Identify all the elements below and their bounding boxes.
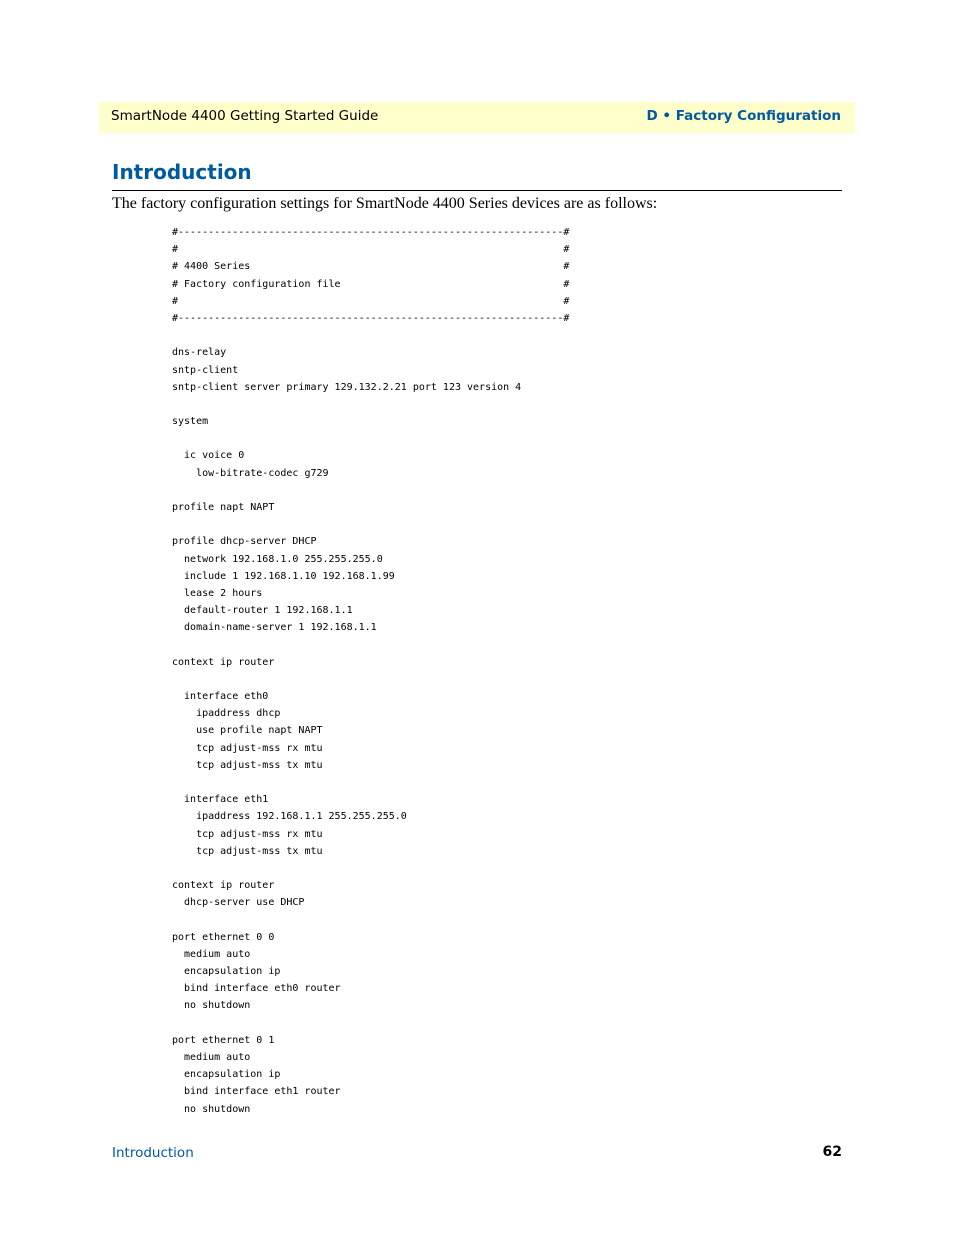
code-line: # Factory configuration file # (172, 278, 570, 290)
code-line: # 4400 Series # (172, 261, 570, 273)
code-line: port ethernet 0 0 (172, 931, 275, 943)
code-line: low-bitrate-codec g729 (172, 467, 329, 479)
code-line: tcp adjust-mss rx mtu (172, 828, 323, 840)
code-line (172, 327, 569, 344)
code-line: encapsulation ip (172, 966, 281, 978)
section-title: Introduction (112, 160, 252, 184)
code-line: # # (172, 295, 570, 307)
title-divider (112, 190, 842, 191)
header-doc-title: SmartNode 4400 Getting Started Guide (111, 108, 379, 124)
running-header (99, 102, 855, 133)
code-line: use profile napt NAPT (172, 725, 323, 737)
code-line: #----------------------------------------------------------------# (172, 227, 570, 238)
code-line (172, 396, 569, 413)
code-line: system (172, 416, 209, 428)
code-line (172, 637, 569, 654)
code-line: interface eth1 (172, 794, 269, 806)
code-line: bind interface eth0 router (172, 983, 341, 995)
code-line: default-router 1 192.168.1.1 (172, 605, 353, 617)
code-line: dhcp-server use DHCP (172, 897, 305, 909)
page-number: 62 (822, 1144, 842, 1160)
code-line (172, 671, 569, 688)
code-line (172, 860, 569, 877)
header-section-label: D • Factory Configuration (646, 108, 841, 124)
code-line: #----------------------------------------------------------------# (172, 312, 570, 324)
code-line: sntp-client (172, 364, 239, 376)
code-line: network 192.168.1.0 255.255.255.0 (172, 553, 383, 565)
code-line: profile napt NAPT (172, 502, 275, 513)
code-line: no shutdown (172, 1103, 251, 1115)
code-line: medium auto (172, 948, 251, 960)
code-line: port ethernet 0 1 (172, 1034, 275, 1046)
code-line: context ip router (172, 880, 275, 892)
code-line: bind interface eth1 router (172, 1086, 341, 1098)
code-line: ic voice 0 (172, 450, 245, 462)
code-line: ipaddress dhcp (172, 708, 281, 720)
footer-section-link[interactable]: Introduction (112, 1145, 194, 1161)
code-line (172, 912, 569, 929)
code-line (172, 774, 569, 791)
config-code-block (172, 224, 569, 1118)
code-line (172, 430, 569, 447)
code-line: domain-name-server 1 192.168.1.1 (172, 622, 377, 634)
code-line: tcp adjust-mss tx mtu (172, 759, 323, 771)
code-line: # # (172, 244, 570, 256)
code-line: lease 2 hours (172, 587, 263, 599)
code-line: encapsulation ip (172, 1069, 281, 1081)
code-line: medium auto (172, 1052, 251, 1063)
code-line: tcp adjust-mss rx mtu (172, 742, 323, 754)
code-line (172, 516, 569, 533)
intro-paragraph: The factory configuration settings for SmartNode 4400 Series devices are as follows: (112, 195, 658, 212)
code-line: interface eth0 (172, 691, 269, 703)
code-line (172, 482, 569, 499)
code-line: profile dhcp-server DHCP (172, 536, 317, 548)
code-line: tcp adjust-mss tx mtu (172, 845, 323, 857)
code-line: include 1 192.168.1.10 192.168.1.99 (172, 570, 395, 582)
code-line: context ip router (172, 656, 275, 668)
code-line (172, 1015, 569, 1032)
code-line: dns-relay (172, 347, 227, 359)
code-line: ipaddress 192.168.1.1 255.255.255.0 (172, 811, 407, 823)
code-line: sntp-client server primary 129.132.2.21 port 123 version 4 (172, 381, 522, 393)
code-line: no shutdown (172, 1000, 251, 1012)
